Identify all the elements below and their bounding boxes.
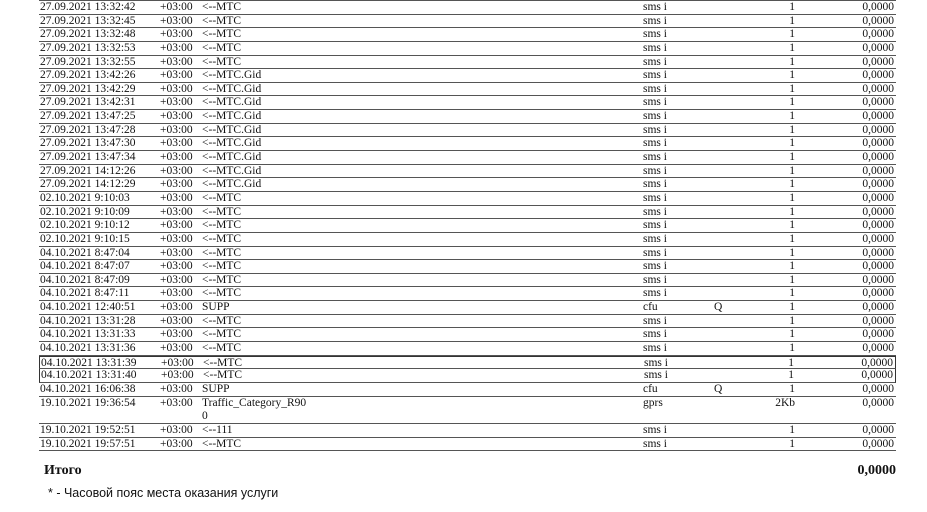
- row-cost: 0,0000: [862, 14, 894, 27]
- row-timezone: +03:00: [160, 55, 193, 68]
- row-number: <--MTC: [202, 342, 242, 355]
- row-cost: 0,0000: [861, 369, 893, 382]
- row-number: <--MTC: [202, 14, 242, 27]
- row-cost: 0,0000: [862, 164, 894, 177]
- table-row: [39, 83, 896, 97]
- row-timezone: +03:00: [160, 110, 193, 123]
- row-cost: 0,0000: [862, 69, 894, 82]
- table-row: [39, 124, 896, 138]
- row-quantity: 2Kb: [775, 396, 795, 409]
- row-service: sms i: [643, 219, 667, 232]
- table-row: [39, 192, 896, 206]
- row-date: 04.10.2021 16:06:38: [40, 382, 136, 395]
- row-date: 27.09.2021 13:47:28: [40, 123, 136, 136]
- row-quantity: 1: [789, 301, 795, 314]
- row-date: 27.09.2021 13:32:42: [40, 1, 136, 13]
- row-quantity: 1: [789, 178, 795, 191]
- row-date: 19.10.2021 19:36:54: [40, 396, 136, 409]
- row-date: 04.10.2021 13:31:28: [40, 314, 136, 327]
- row-service: sms i: [643, 96, 667, 109]
- row-timezone: +03:00: [160, 342, 193, 355]
- row-service: sms i: [643, 164, 667, 177]
- row-quantity: 1: [789, 437, 795, 450]
- row-number: <--MTC: [202, 28, 242, 41]
- row-cost: 0,0000: [862, 1, 894, 13]
- row-cost: 0,0000: [862, 151, 894, 164]
- row-cost: 0,0000: [861, 356, 893, 369]
- row-service: cfu: [643, 301, 658, 314]
- row-timezone: +03:00: [160, 314, 193, 327]
- row-service: sms i: [643, 205, 667, 218]
- row-quantity: 1: [789, 205, 795, 218]
- row-cost: 0,0000: [862, 205, 894, 218]
- row-service: gprs: [643, 396, 663, 409]
- row-cost: 0,0000: [862, 273, 894, 286]
- row-date: 19.10.2021 19:57:51: [40, 437, 136, 450]
- row-cost: 0,0000: [862, 314, 894, 327]
- row-quantity: 1: [789, 191, 795, 204]
- row-cost: 0,0000: [862, 41, 894, 54]
- row-flag: Q: [714, 382, 723, 395]
- row-quantity: 1: [789, 55, 795, 68]
- row-service: sms i: [644, 356, 668, 369]
- table-body: [39, 1, 896, 451]
- table-row: [39, 28, 896, 42]
- row-quantity: 1: [789, 219, 795, 232]
- row-number: <--MTC.Gid: [202, 178, 262, 191]
- row-number: SUPP: [202, 382, 230, 395]
- row-timezone: +03:00: [160, 41, 193, 54]
- row-timezone: +03:00: [160, 219, 193, 232]
- row-quantity: 1: [789, 69, 795, 82]
- row-timezone: +03:00: [160, 137, 193, 150]
- row-quantity: 1: [789, 123, 795, 136]
- table-row: [39, 356, 896, 370]
- row-service: sms i: [643, 123, 667, 136]
- row-timezone: +03:00: [160, 396, 193, 409]
- row-number: SUPP: [202, 301, 230, 314]
- table-row: [39, 137, 896, 151]
- row-date: 27.09.2021 13:47:25: [40, 110, 136, 123]
- row-quantity: 1: [789, 96, 795, 109]
- row-timezone: +03:00: [160, 69, 193, 82]
- row-service: sms i: [644, 369, 668, 382]
- row-number: <--MTC: [202, 287, 242, 300]
- row-cost: 0,0000: [862, 246, 894, 259]
- row-date: 04.10.2021 12:40:51: [40, 301, 136, 314]
- row-timezone: +03:00: [160, 246, 193, 259]
- row-service: sms i: [643, 342, 667, 355]
- row-date: 04.10.2021 8:47:11: [40, 287, 130, 300]
- row-number: <--MTC: [202, 41, 242, 54]
- row-quantity: 1: [789, 382, 795, 395]
- row-number: <--MTC.Gid: [202, 164, 262, 177]
- row-quantity: 1: [788, 369, 794, 382]
- row-service: sms i: [643, 273, 667, 286]
- row-cost: 0,0000: [862, 82, 894, 95]
- row-quantity: 1: [789, 28, 795, 41]
- row-date: 27.09.2021 13:42:29: [40, 82, 136, 95]
- row-date: 27.09.2021 13:47:30: [40, 137, 136, 150]
- row-timezone: +03:00: [160, 205, 193, 218]
- row-cost: 0,0000: [862, 437, 894, 450]
- row-date: 04.10.2021 13:31:33: [40, 328, 136, 341]
- row-service: sms i: [643, 246, 667, 259]
- row-date: 04.10.2021 13:31:36: [40, 342, 136, 355]
- row-date: 27.09.2021 13:32:55: [40, 55, 136, 68]
- row-cost: 0,0000: [862, 328, 894, 341]
- row-flag: Q: [714, 301, 723, 314]
- row-quantity: 1: [789, 246, 795, 259]
- total-row: [44, 462, 896, 480]
- table-row: [39, 1, 896, 15]
- row-cost: 0,0000: [862, 260, 894, 273]
- row-cost: 0,0000: [862, 28, 894, 41]
- row-service: sms i: [643, 1, 667, 13]
- row-quantity: 1: [789, 273, 795, 286]
- row-number: <--MTC: [202, 273, 242, 286]
- row-date: 04.10.2021 13:31:40: [41, 369, 137, 382]
- table-row: [39, 383, 896, 397]
- row-quantity: 1: [789, 41, 795, 54]
- row-service: sms i: [643, 137, 667, 150]
- row-cost: 0,0000: [862, 123, 894, 136]
- row-cost: 0,0000: [862, 96, 894, 109]
- row-quantity: 1: [789, 82, 795, 95]
- row-cost: 0,0000: [862, 178, 894, 191]
- row-timezone: +03:00: [160, 260, 193, 273]
- table-row: [39, 56, 896, 70]
- row-timezone: +03:00: [160, 273, 193, 286]
- row-cost: 0,0000: [862, 232, 894, 245]
- row-number: <--MTC: [202, 232, 242, 245]
- row-quantity: 1: [789, 110, 795, 123]
- row-timezone: +03:00: [160, 164, 193, 177]
- table-row: [39, 424, 896, 438]
- row-number: <--MTC: [202, 55, 242, 68]
- row-cost: 0,0000: [862, 423, 894, 436]
- row-cost: 0,0000: [862, 219, 894, 232]
- row-number: <--MTC.Gid: [202, 123, 262, 136]
- call-detail-table: [39, 0, 896, 451]
- row-service: sms i: [643, 110, 667, 123]
- total-value: 0,0000: [857, 463, 896, 478]
- row-service: cfu: [643, 382, 658, 395]
- row-number: [202, 397, 306, 424]
- row-date: 27.09.2021 13:42:31: [40, 96, 136, 109]
- row-date: 04.10.2021 8:47:09: [40, 273, 130, 286]
- table-row: [39, 206, 896, 220]
- row-cost: 0,0000: [862, 287, 894, 300]
- table-row: [39, 96, 896, 110]
- table-row: [39, 438, 896, 452]
- row-number: <--MTC.Gid: [202, 137, 262, 150]
- row-quantity: 1: [789, 260, 795, 273]
- row-quantity: 1: [789, 342, 795, 355]
- row-service: sms i: [643, 151, 667, 164]
- row-date: 27.09.2021 13:47:34: [40, 151, 136, 164]
- row-cost: 0,0000: [862, 191, 894, 204]
- timezone-footnote: * - Часовой пояс места оказания услуги: [48, 486, 279, 500]
- row-quantity: 1: [789, 314, 795, 327]
- table-row: [39, 342, 896, 356]
- row-number: <--MTC: [202, 191, 242, 204]
- row-timezone: +03:00: [160, 14, 193, 27]
- table-row: [39, 260, 896, 274]
- table-row: [39, 301, 896, 315]
- row-number: <--MTC: [202, 219, 242, 232]
- row-service: sms i: [643, 191, 667, 204]
- row-service: sms i: [643, 232, 667, 245]
- row-service: sms i: [643, 437, 667, 450]
- row-timezone: +03:00: [160, 1, 193, 13]
- row-timezone: +03:00: [160, 328, 193, 341]
- row-number-line1: Traffic_Category_R90: [202, 396, 307, 409]
- table-row: [39, 369, 896, 383]
- table-row: [39, 328, 896, 342]
- row-service: sms i: [643, 328, 667, 341]
- row-number: <--MTC.Gid: [202, 151, 262, 164]
- row-date: 02.10.2021 9:10:09: [40, 205, 130, 218]
- row-cost: 0,0000: [862, 396, 894, 409]
- row-date: 04.10.2021 8:47:07: [40, 260, 130, 273]
- row-quantity: 1: [789, 287, 795, 300]
- table-row: [39, 274, 896, 288]
- row-service: sms i: [643, 260, 667, 273]
- row-service: sms i: [643, 423, 667, 436]
- row-quantity: 1: [789, 164, 795, 177]
- row-service: sms i: [643, 82, 667, 95]
- row-date: 02.10.2021 9:10:03: [40, 191, 130, 204]
- row-number: <--MTC.Gid: [202, 110, 262, 123]
- table-row: [39, 233, 896, 247]
- row-service: sms i: [643, 314, 667, 327]
- row-timezone: +03:00: [160, 28, 193, 41]
- row-date: 27.09.2021 13:32:45: [40, 14, 136, 27]
- row-cost: 0,0000: [862, 137, 894, 150]
- table-row: [39, 315, 896, 329]
- table-row: [39, 219, 896, 233]
- row-timezone: +03:00: [160, 82, 193, 95]
- row-number: <--MTC: [203, 356, 243, 369]
- row-cost: 0,0000: [862, 301, 894, 314]
- row-cost: 0,0000: [862, 382, 894, 395]
- table-row: [39, 178, 896, 192]
- row-quantity: 1: [789, 328, 795, 341]
- row-number: <--MTC: [202, 246, 242, 259]
- row-quantity: 1: [789, 14, 795, 27]
- table-row: [39, 397, 896, 424]
- total-label: Итого: [44, 463, 82, 478]
- row-quantity: 1: [788, 356, 794, 369]
- row-timezone: +03:00: [160, 151, 193, 164]
- table-row: [39, 110, 896, 124]
- row-number: <--MTC: [203, 369, 243, 382]
- row-timezone: +03:00: [160, 123, 193, 136]
- row-timezone: +03:00: [161, 369, 194, 382]
- table-row: [39, 247, 896, 261]
- row-service: sms i: [643, 178, 667, 191]
- row-number-line2: 0: [202, 410, 208, 423]
- row-date: 02.10.2021 9:10:12: [40, 219, 130, 232]
- row-service: sms i: [643, 41, 667, 54]
- row-number: <--MTC: [202, 205, 242, 218]
- table-row: [39, 15, 896, 29]
- row-timezone: +03:00: [160, 232, 193, 245]
- row-date: 04.10.2021 8:47:04: [40, 246, 130, 259]
- row-service: sms i: [643, 28, 667, 41]
- table-row: [39, 287, 896, 301]
- row-timezone: +03:00: [161, 356, 194, 369]
- row-timezone: +03:00: [160, 423, 193, 436]
- row-number: <--MTC: [202, 437, 242, 450]
- row-quantity: 1: [789, 151, 795, 164]
- row-service: sms i: [643, 287, 667, 300]
- row-cost: 0,0000: [862, 55, 894, 68]
- row-date: 02.10.2021 9:10:15: [40, 232, 130, 245]
- row-date: 27.09.2021 14:12:26: [40, 164, 136, 177]
- table-row: [39, 69, 896, 83]
- row-date: 27.09.2021 13:32:48: [40, 28, 136, 41]
- row-number: <--111: [202, 423, 233, 436]
- row-number: <--MTC.Gid: [202, 82, 262, 95]
- row-number: <--MTC.Gid: [202, 69, 262, 82]
- row-date: 04.10.2021 13:31:39: [41, 356, 137, 369]
- row-timezone: +03:00: [160, 437, 193, 450]
- row-timezone: +03:00: [160, 178, 193, 191]
- row-cost: 0,0000: [862, 342, 894, 355]
- row-service: sms i: [643, 69, 667, 82]
- row-quantity: 1: [789, 423, 795, 436]
- row-timezone: +03:00: [160, 382, 193, 395]
- table-row: [39, 151, 896, 165]
- row-timezone: +03:00: [160, 96, 193, 109]
- row-quantity: 1: [789, 137, 795, 150]
- row-number: <--MTC: [202, 328, 242, 341]
- row-quantity: 1: [789, 1, 795, 13]
- row-date: 27.09.2021 13:42:26: [40, 69, 136, 82]
- row-date: 27.09.2021 13:32:53: [40, 41, 136, 54]
- row-timezone: +03:00: [160, 287, 193, 300]
- row-date: 19.10.2021 19:52:51: [40, 423, 136, 436]
- row-number: <--MTC: [202, 260, 242, 273]
- row-timezone: +03:00: [160, 301, 193, 314]
- row-number: <--MTC: [202, 1, 242, 13]
- row-date: 27.09.2021 14:12:29: [40, 178, 136, 191]
- row-service: sms i: [643, 14, 667, 27]
- row-timezone: +03:00: [160, 191, 193, 204]
- row-cost: 0,0000: [862, 110, 894, 123]
- row-number: <--MTC.Gid: [202, 96, 262, 109]
- table-row: [39, 42, 896, 56]
- row-quantity: 1: [789, 232, 795, 245]
- row-number: <--MTC: [202, 314, 242, 327]
- table-row: [39, 165, 896, 179]
- row-service: sms i: [643, 55, 667, 68]
